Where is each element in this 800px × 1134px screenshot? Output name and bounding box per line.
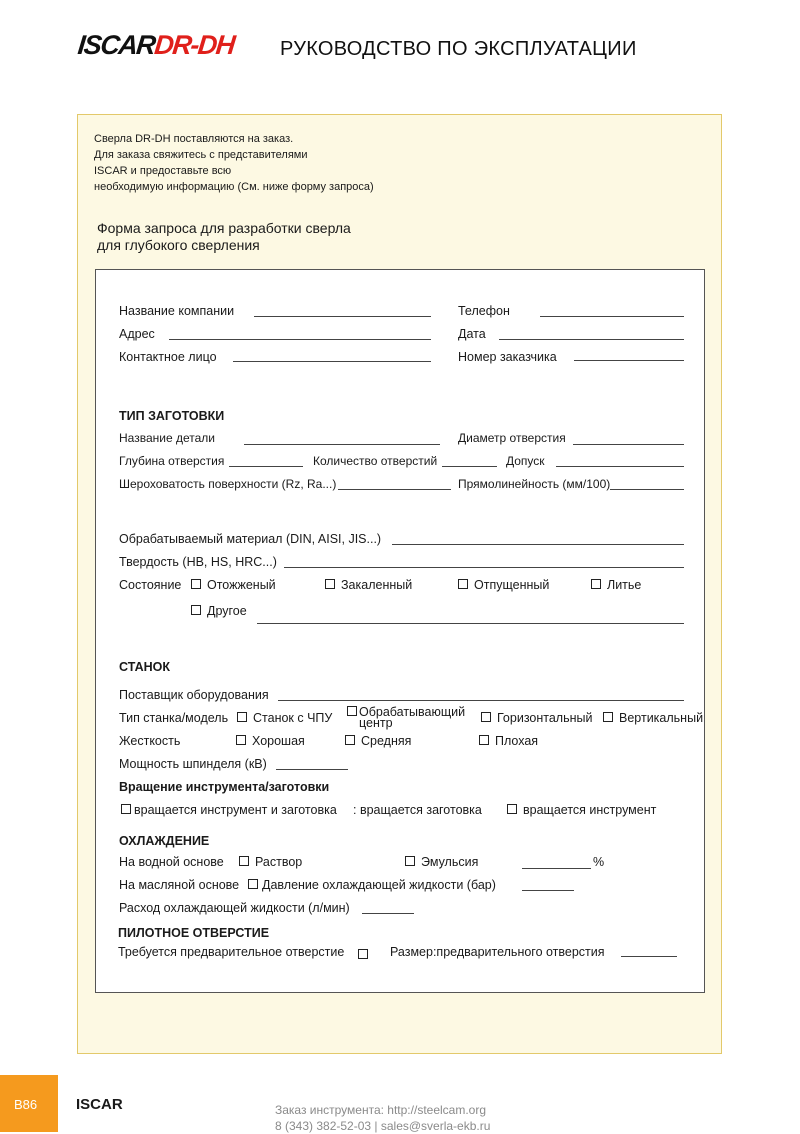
- pilot-size-field[interactable]: [621, 956, 677, 957]
- roughness-field[interactable]: [338, 489, 451, 490]
- phone-field[interactable]: [540, 316, 684, 317]
- coolant-heading: ОХЛАЖДЕНИЕ: [119, 834, 210, 848]
- tempered-option[interactable]: Отпущенный: [458, 579, 549, 591]
- material-field[interactable]: [392, 544, 684, 545]
- machining-center-option[interactable]: Обрабатывающий центр: [347, 706, 465, 729]
- emulsion-percent-field[interactable]: [522, 868, 591, 869]
- flow-field[interactable]: [362, 913, 414, 914]
- rigidity-good-option[interactable]: Хорошая: [236, 735, 305, 747]
- straightness-field[interactable]: [610, 489, 684, 490]
- contact-person-field[interactable]: [233, 361, 431, 362]
- hardness-label: Твердость (HB, HS, HRC...): [119, 555, 277, 569]
- machine-model-label: Тип станка/модель: [119, 711, 229, 725]
- pressure-option[interactable]: Давление охлаждающей жидкости (бар): [248, 879, 496, 891]
- tool-rotates-option[interactable]: вращается инструмент: [507, 804, 656, 816]
- checkbox-icon[interactable]: [236, 735, 246, 745]
- tolerance-label: Допуск: [506, 454, 545, 468]
- pilot-size-label: Размер:предварительного отверстия: [390, 945, 605, 959]
- contact-person-label: Контактное лицо: [119, 350, 217, 364]
- checkbox-icon[interactable]: [507, 804, 517, 814]
- other-field[interactable]: [257, 623, 684, 624]
- rotation-heading: Вращение инструмента/заготовки: [119, 780, 330, 794]
- page-number: B86: [0, 1075, 58, 1132]
- oil-based-label: На масляной основе: [119, 878, 240, 892]
- address-label: Адрес: [119, 327, 155, 341]
- hole-depth-label: Глубина отверстия: [119, 454, 225, 468]
- machine-heading: СТАНОК: [119, 660, 170, 674]
- flow-label: Расход охлаждающей жидкости (л/мин): [119, 901, 350, 915]
- checkbox-icon[interactable]: [239, 856, 249, 866]
- phone-email[interactable]: 8 (343) 382-52-03 | sales@sverla-ekb.ru: [275, 1119, 491, 1133]
- cast-option[interactable]: Литье: [591, 579, 641, 591]
- rigidity-poor-option[interactable]: Плохая: [479, 735, 538, 747]
- checkbox-icon[interactable]: [191, 605, 201, 615]
- hole-diameter-field[interactable]: [573, 444, 684, 445]
- roughness-label: Шероховатость поверхности (Rz, Ra...): [119, 477, 337, 491]
- material-label: Обрабатываемый материал (DIN, AISI, JIS...): [119, 532, 382, 546]
- intro-text: Сверла DR-DH поставляются на заказ. Для заказа свяжитесь с представителями ISCAR и предоставьте всю необходимую информацию (См. ниже форму запроса): [94, 133, 374, 193]
- footer-brand: ISCAR: [76, 1096, 123, 1113]
- hardened-option[interactable]: Закаленный: [325, 579, 412, 591]
- pressure-field[interactable]: [522, 890, 574, 891]
- other-option[interactable]: Другое: [191, 605, 247, 617]
- footer-contact: [275, 1102, 490, 1134]
- checkbox-icon[interactable]: [325, 579, 335, 589]
- date-field[interactable]: [499, 339, 684, 340]
- checkbox-icon[interactable]: [237, 712, 247, 722]
- hardness-field[interactable]: [284, 567, 684, 568]
- hole-diameter-label: Диаметр отверстия: [458, 431, 566, 445]
- checkbox-icon[interactable]: [358, 949, 368, 959]
- company-field[interactable]: [254, 316, 431, 317]
- checkbox-icon[interactable]: [479, 735, 489, 745]
- vertical-option[interactable]: Вертикальный: [603, 712, 703, 724]
- tolerance-field[interactable]: [556, 466, 684, 467]
- horizontal-option[interactable]: Горизонтальный: [481, 712, 592, 724]
- condition-label: Состояние: [119, 578, 182, 592]
- both-rotate-option[interactable]: вращается инструмент и заготовка: [121, 804, 337, 816]
- customer-number-label: Номер заказчика: [458, 350, 557, 364]
- checkbox-icon[interactable]: [458, 579, 468, 589]
- company-label: Название компании: [119, 304, 235, 318]
- address-field[interactable]: [169, 339, 431, 340]
- checkbox-icon[interactable]: [405, 856, 415, 866]
- rigidity-label: Жесткость: [119, 734, 181, 748]
- solution-option[interactable]: Раствор: [239, 856, 302, 868]
- annealed-option[interactable]: Отожженый: [191, 579, 276, 591]
- checkbox-icon[interactable]: [591, 579, 601, 589]
- phone-label: Телефон: [458, 304, 510, 318]
- customer-number-field[interactable]: [574, 360, 684, 361]
- checkbox-icon[interactable]: [347, 706, 357, 716]
- spindle-power-label: Мощность шпинделя (кВ): [119, 757, 267, 771]
- iscar-dr-dh-logo: ISCARDR-DH: [76, 30, 236, 60]
- form-title: Форма запроса для разработки сверла для глубокого сверления: [97, 220, 351, 253]
- supplier-field[interactable]: [278, 700, 684, 701]
- hole-count-field[interactable]: [442, 466, 497, 467]
- workpiece-rotates-option[interactable]: : вращается заготовка: [353, 803, 482, 817]
- part-name-field[interactable]: [244, 444, 440, 445]
- rigidity-medium-option[interactable]: Средняя: [345, 735, 411, 747]
- pilot-heading: ПИЛОТНОЕ ОТВЕРСТИЕ: [118, 926, 270, 940]
- order-link[interactable]: Заказ инструмента: http://steelcam.org: [275, 1103, 487, 1117]
- checkbox-icon[interactable]: [603, 712, 613, 722]
- straightness-label: Прямолинейность (мм/100): [458, 477, 611, 491]
- page-title: РУКОВОДСТВО ПО ЭКСПЛУАТАЦИИ: [280, 38, 637, 60]
- pilot-required-label: Требуется предварительное отверстие: [118, 945, 345, 959]
- checkbox-icon[interactable]: [481, 712, 491, 722]
- water-based-label: На водной основе: [119, 855, 224, 869]
- checkbox-icon[interactable]: [248, 879, 258, 889]
- hole-count-label: Количество отверстий: [313, 454, 438, 468]
- checkbox-icon[interactable]: [345, 735, 355, 745]
- checkbox-icon[interactable]: [121, 804, 131, 814]
- workpiece-heading: ТИП ЗАГОТОВКИ: [119, 409, 225, 423]
- cnc-option[interactable]: Станок с ЧПУ: [237, 712, 332, 724]
- checkbox-icon[interactable]: [191, 579, 201, 589]
- emulsion-option[interactable]: Эмульсия: [405, 856, 478, 868]
- hole-depth-field[interactable]: [229, 466, 303, 467]
- percent-sign: %: [593, 855, 605, 869]
- supplier-label: Поставщик оборудования: [119, 688, 269, 702]
- part-name-label: Название детали: [119, 431, 215, 445]
- pilot-required-option[interactable]: [358, 946, 374, 964]
- date-label: Дата: [458, 327, 486, 341]
- spindle-power-field[interactable]: [276, 769, 348, 770]
